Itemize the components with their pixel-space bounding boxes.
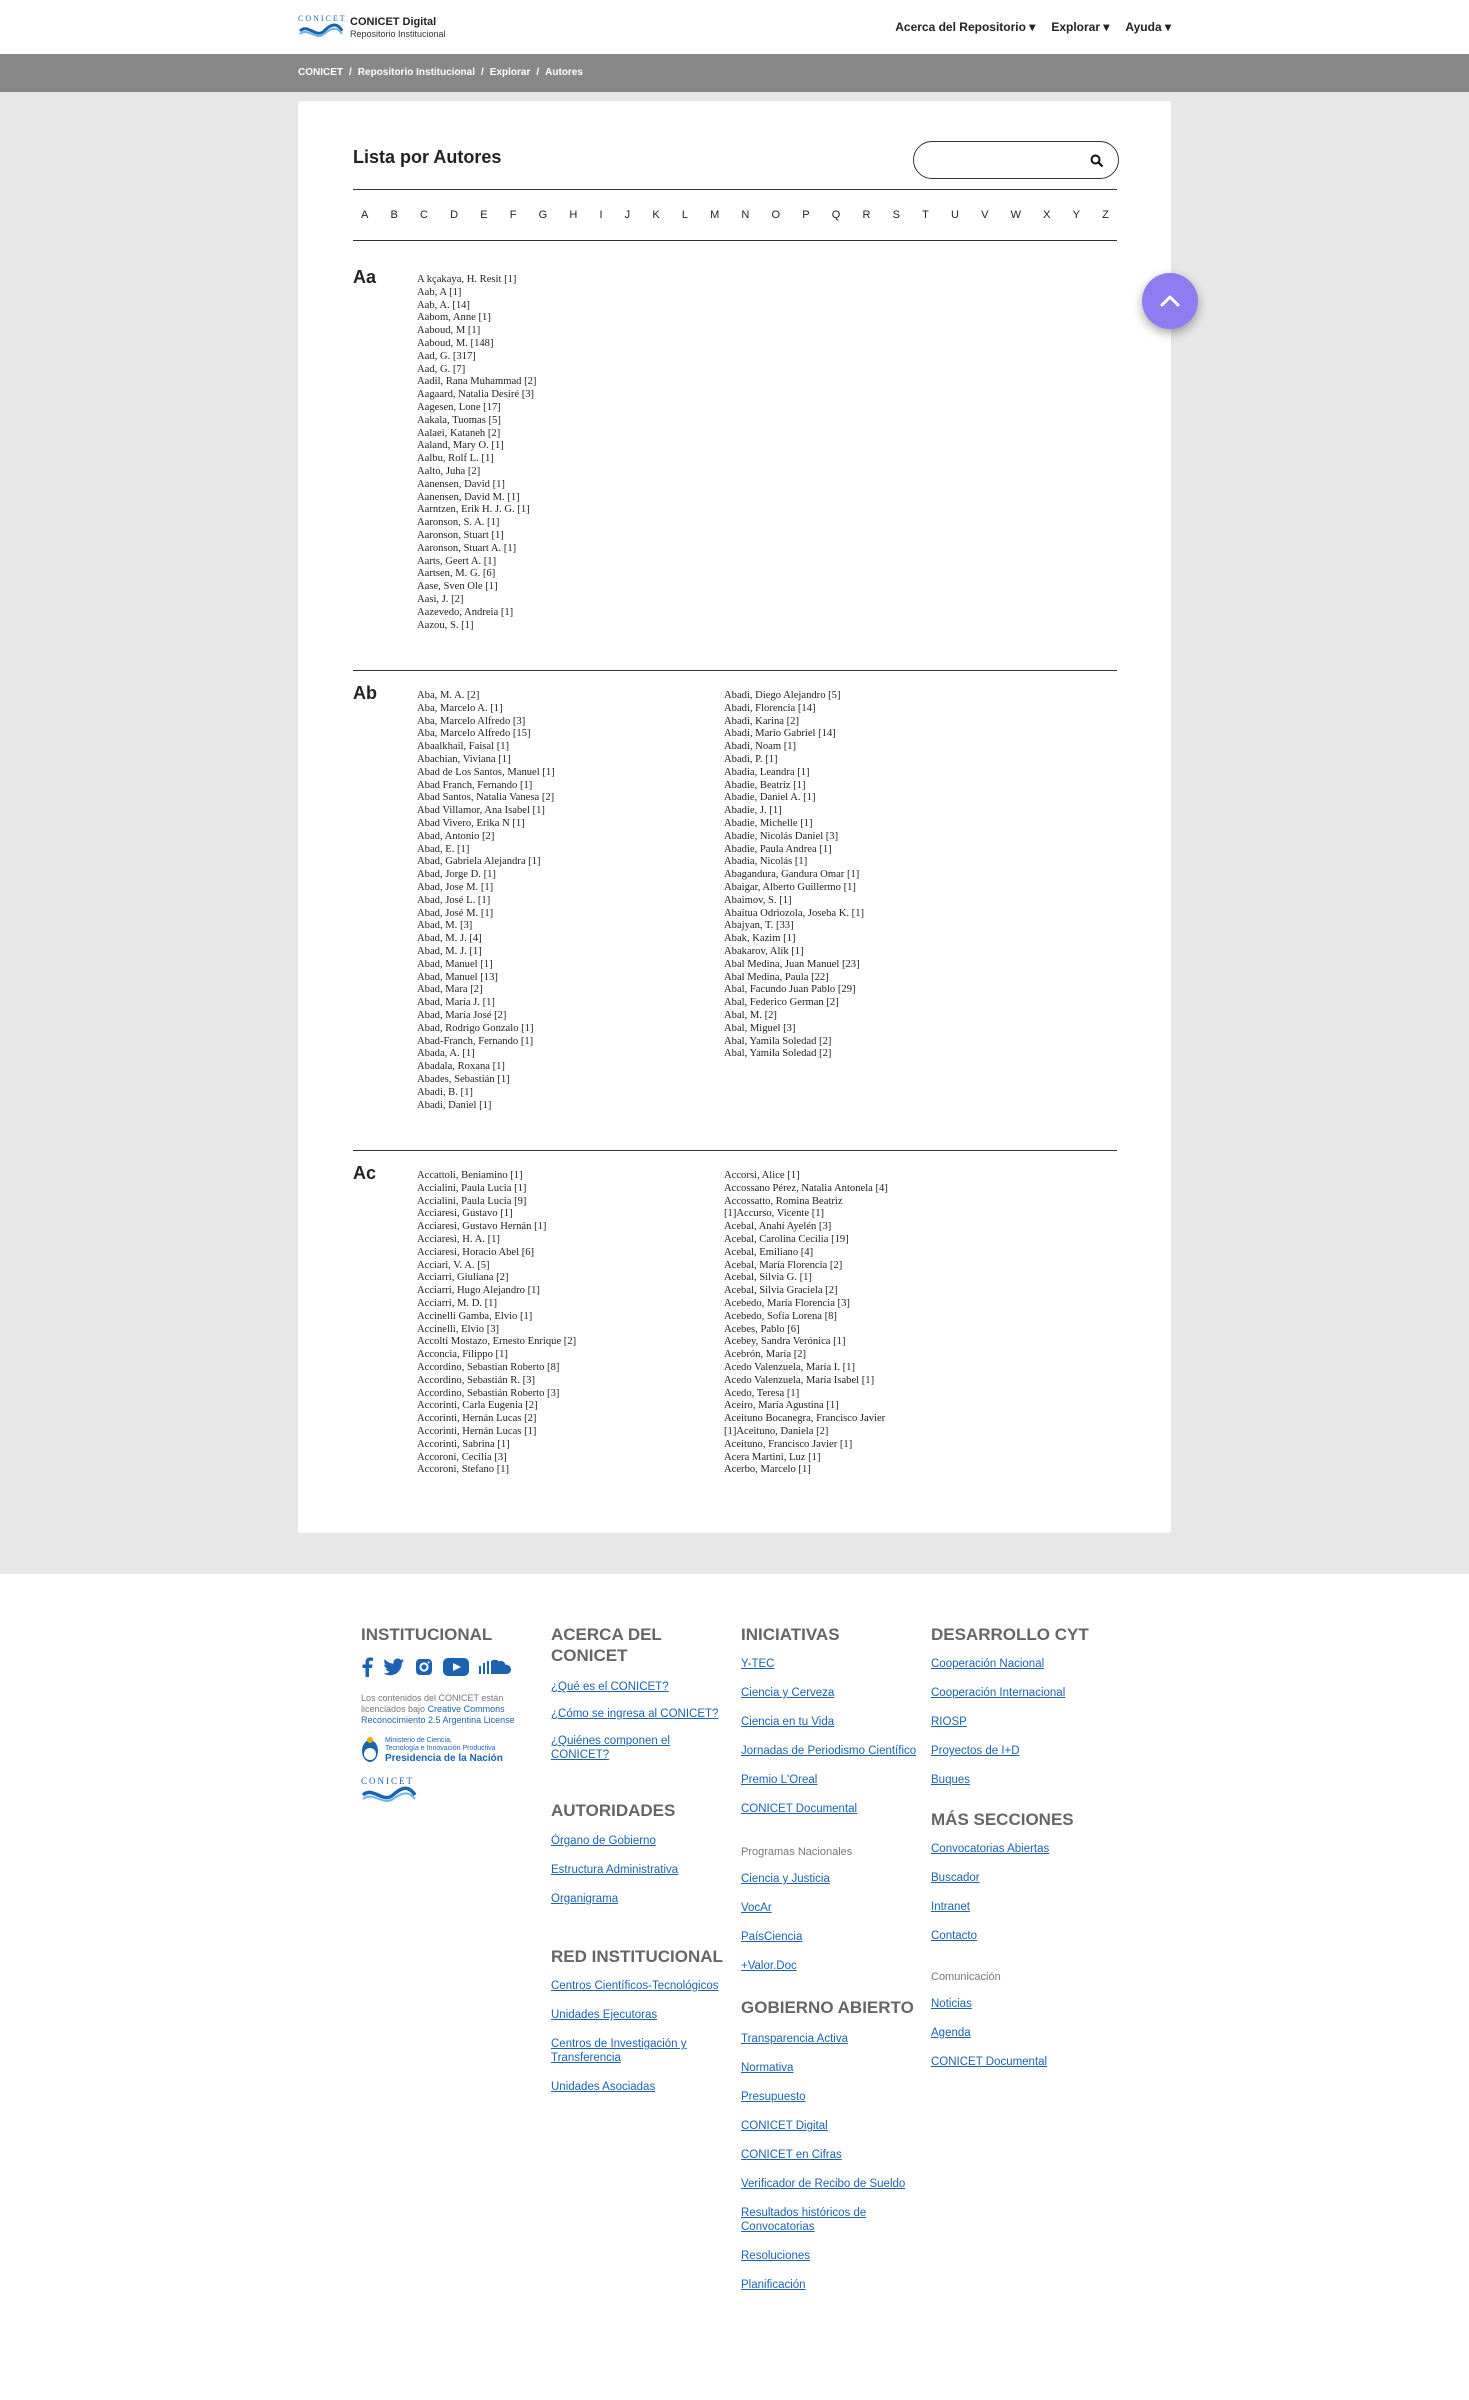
nav-explorar[interactable]	[1051, 20, 1109, 34]
author-link[interactable]: [1]Aceituno, Daniela [2]	[724, 1425, 829, 1437]
letter-link-v[interactable]: V	[981, 209, 989, 221]
author-link[interactable]: Abad, Manuel [1]	[417, 958, 493, 970]
author-link[interactable]: Aalto, Juha [2]	[417, 465, 481, 477]
author-link[interactable]: Aad, G. [7]	[417, 363, 466, 375]
author-link[interactable]: Abad, Jose M. [1]	[417, 881, 494, 893]
author-link[interactable]: Aba, Marcelo Alfredo [3]	[417, 715, 526, 727]
author-link[interactable]: Aaronson, Stuart [1]	[417, 529, 504, 541]
footer-logo-text: CONICET	[361, 1776, 414, 1786]
author-link[interactable]: Abad, M. J. [1]	[417, 945, 482, 957]
footer-links	[931, 1657, 1111, 1787]
back-to-top-button[interactable]	[1142, 273, 1198, 329]
brand-title: CONICET Digital	[350, 16, 437, 28]
footer-link[interactable]: Premio L'Oreal	[741, 1774, 818, 1786]
footer-institucional	[361, 1624, 531, 1809]
footer-acerca	[551, 1624, 731, 2109]
letter-link-z[interactable]: Z	[1102, 209, 1109, 221]
author-link[interactable]: Acciarri, M. D. [1]	[417, 1297, 498, 1309]
author-link[interactable]: Abaimov, S. [1]	[724, 894, 792, 906]
letter-link-l[interactable]: L	[681, 209, 688, 221]
footer-link[interactable]: Resoluciones	[741, 2250, 811, 2262]
author-link[interactable]: Acebey, Sandra Verónica [1]	[724, 1336, 846, 1348]
search-box	[913, 141, 1119, 179]
author-link[interactable]: Accialini, Paula Lucia [1]	[417, 1182, 527, 1194]
brand-subtitle: Repositorio Institucional	[350, 29, 446, 39]
top-header	[0, 0, 1469, 54]
author-link[interactable]: Abal Medina, Juan Manuel [23]	[724, 958, 860, 970]
footer-heading: RED INSTITUCIONAL	[551, 1947, 723, 1966]
footer-link[interactable]: Unidades Ejecutoras	[551, 2009, 658, 2021]
letter-link-n[interactable]: N	[741, 209, 750, 221]
brand	[350, 16, 446, 39]
alphabet-nav	[353, 189, 1117, 241]
author-link[interactable]: Abadi, B. [1]	[417, 1086, 473, 1098]
letter-link-c[interactable]: C	[420, 209, 428, 221]
author-link[interactable]: Accorinti, Sabrina [1]	[417, 1438, 510, 1450]
author-link[interactable]: Abaitua Odriozola, Joseba K. [1]	[724, 907, 865, 919]
footer-link[interactable]: Noticias	[931, 1998, 972, 2010]
footer-link[interactable]: Jornadas de Periodismo Científico	[741, 1745, 917, 1757]
nav-ayuda[interactable]	[1125, 20, 1171, 34]
author-link[interactable]: Acebal, Emiliano [4]	[724, 1246, 814, 1258]
footer-desarrollo	[931, 1624, 1111, 2084]
license-link[interactable]: Creative Commons Reconocimiento 2.5 Argentina License	[361, 1704, 515, 1725]
author-link[interactable]: Abad, M. J. [4]	[417, 933, 482, 945]
section-heading: Ab	[353, 683, 377, 703]
footer-link[interactable]: Convocatorias Abiertas	[931, 1843, 1050, 1855]
author-link[interactable]: Accossano Pérez, Natalia Antonela [4]	[724, 1182, 888, 1194]
footer-conicet-logo[interactable]	[361, 1776, 531, 1809]
author-link[interactable]: Abades, Sebastián [1]	[417, 1073, 510, 1085]
author-link[interactable]: Aba, Marcelo A. [1]	[417, 702, 503, 714]
ministry-logo[interactable]	[361, 1736, 531, 1764]
footer-links	[741, 2032, 921, 2292]
author-link[interactable]: Aaronson, S. A. [1]	[417, 517, 500, 529]
chevron-up-icon	[1142, 273, 1198, 329]
breadcrumb-conicet[interactable]: CONICET	[298, 67, 343, 78]
nav-explorar-label: Explorar	[1051, 20, 1101, 34]
footer-link[interactable]: Verificador de Recibo de Sueldo	[741, 2178, 906, 2190]
author-link[interactable]: Accordino, Sebastián R. [3]	[417, 1374, 535, 1386]
breadcrumb-bar	[0, 54, 1469, 92]
author-link[interactable]: Acedo Valenzuela, María Isabel [1]	[724, 1374, 875, 1386]
author-link[interactable]: Aab, A. [14]	[417, 299, 470, 311]
author-link[interactable]: Aceituno, Francisco Javier [1]	[724, 1438, 853, 1450]
top-nav	[895, 20, 1171, 34]
footer-links	[931, 1997, 1111, 2069]
footer-subheading: Programas Nacionales	[741, 1846, 853, 1858]
footer-heading: INSTITUCIONAL	[361, 1625, 493, 1644]
author-link[interactable]: Aaronson, Stuart A. [1]	[417, 542, 517, 554]
nav-acerca[interactable]	[895, 20, 1035, 34]
author-link[interactable]: Abad Vivero, Erika N [1]	[417, 817, 525, 829]
footer-heading: INICIATIVAS	[741, 1625, 840, 1644]
author-link[interactable]: Acciaresi, Gustavo Hernán [1]	[417, 1221, 547, 1233]
author-link[interactable]: Acebal, Carolina Cecilia [19]	[724, 1233, 849, 1245]
letter-link-i[interactable]: I	[599, 209, 603, 221]
footer-link[interactable]: Presupuesto	[741, 2091, 806, 2103]
author-link[interactable]: Aakala, Tuomas [5]	[417, 414, 501, 426]
letter-link-f[interactable]: F	[509, 209, 517, 221]
author-link[interactable]: Acedo Valenzuela, María I. [1]	[724, 1361, 855, 1373]
footer-link[interactable]: Contacto	[931, 1930, 978, 1942]
author-link[interactable]: Accossatto, Romina Beatriz	[724, 1195, 843, 1207]
footer-heading: ACERCA DEL CONICET	[551, 1625, 662, 1665]
letter-link-a[interactable]: A	[361, 209, 369, 221]
author-link[interactable]: Abadi, Noam [1]	[724, 741, 797, 753]
letter-link-j[interactable]: J	[624, 209, 631, 221]
author-link[interactable]: Abad, Gabriela Alejandra [1]	[417, 856, 541, 868]
author-link[interactable]: Abadie, Beatriz [1]	[724, 779, 806, 791]
logo-text: CONICET	[298, 14, 347, 23]
footer-link[interactable]: Transparencia Activa	[741, 2033, 848, 2045]
author-link[interactable]: Abaigar, Alberto Guillermo [1]	[724, 881, 856, 893]
author-link[interactable]: Accordino, Sebastián Roberto [3]	[417, 1387, 560, 1399]
footer-logo-wave-icon	[361, 1786, 417, 1804]
ministry-line-3: Presidencia de la Nación	[385, 1752, 503, 1764]
author-link[interactable]: Acebedo, Sofía Lorena [8]	[724, 1310, 837, 1322]
footer-link[interactable]: Estructura Administrativa	[551, 1864, 679, 1876]
author-link[interactable]: Acerbo, Marcelo [1]	[724, 1464, 811, 1476]
author-link[interactable]: Abal, Miguel [3]	[724, 1022, 796, 1034]
author-link[interactable]: Accialini, Paula Lucia [9]	[417, 1195, 527, 1207]
footer-link[interactable]: ¿Cómo se ingresa al CONICET?	[551, 1708, 719, 1720]
author-link[interactable]: Abadie, Paula Andrea [1]	[724, 843, 832, 855]
author-link[interactable]: Aba, Marcelo Alfredo [15]	[417, 728, 531, 740]
footer-link[interactable]: Proyectos de I+D	[931, 1745, 1020, 1757]
instagram-icon[interactable]	[415, 1658, 433, 1676]
facebook-icon[interactable]	[361, 1657, 373, 1677]
footer-link[interactable]: VocAr	[741, 1902, 772, 1914]
author-link[interactable]: Acera Martini, Luz [1]	[724, 1451, 821, 1463]
breadcrumb	[298, 67, 583, 78]
author-link[interactable]: Aazevedo, Andreia [1]	[417, 606, 514, 618]
author-link[interactable]: Acciari, V. A. [5]	[417, 1259, 490, 1271]
caret-down-icon: ▾	[1164, 20, 1171, 34]
author-link[interactable]: Abagandura, Gandura Omar [1]	[724, 869, 860, 881]
author-link[interactable]: Aab, A [1]	[417, 286, 462, 298]
author-link[interactable]: Abadala, Roxana [1]	[417, 1061, 505, 1073]
footer-link[interactable]: ¿Qué es el CONICET?	[551, 1681, 669, 1693]
author-link[interactable]: Abal, Federico German [2]	[724, 997, 839, 1009]
footer-link[interactable]: ¿Quiénes componen el CONICET?	[551, 1735, 670, 1761]
footer-heading: GOBIERNO ABIERTO	[741, 1998, 914, 2017]
author-link[interactable]: Abad, José M. [1]	[417, 907, 494, 919]
author-link[interactable]: Abal Medina, Paula [22]	[724, 971, 829, 983]
ministry-line-2: Tecnología e Innovación Productiva	[385, 1744, 496, 1752]
author-link[interactable]: Acciarri, Giuliana [2]	[417, 1272, 509, 1284]
author-link[interactable]: Accolti Mostazo, Ernesto Enrique [2]	[417, 1336, 577, 1348]
soundcloud-icon[interactable]	[479, 1658, 513, 1676]
author-link[interactable]: Aalbu, Rolf L. [1]	[417, 453, 494, 465]
author-link[interactable]: Abal, Yamila Soledad [2]	[724, 1048, 832, 1060]
author-link[interactable]: Acebedo, María Florencia [3]	[724, 1297, 850, 1309]
author-link[interactable]: Abada, A. [1]	[417, 1048, 475, 1060]
breadcrumb-explorar[interactable]: Explorar	[489, 67, 531, 78]
caret-down-icon: ▾	[1103, 20, 1110, 34]
search-icon[interactable]	[1090, 154, 1104, 168]
letter-link-k[interactable]: K	[652, 209, 660, 221]
author-link[interactable]: Accorinti, Hernán Lucas [1]	[417, 1425, 537, 1437]
author-link[interactable]: Acciarri, Hugo Alejandro [1]	[417, 1285, 540, 1297]
section-heading: Aa	[353, 267, 377, 287]
footer	[0, 1574, 1469, 2400]
author-link[interactable]: Abadie, J. [1]	[724, 805, 782, 817]
footer-link[interactable]: Ciencia en tu Vida	[741, 1716, 835, 1728]
author-link[interactable]: Abadi, Florencia [14]	[724, 702, 816, 714]
author-link[interactable]: Abad Franch, Fernando [1]	[417, 779, 533, 791]
footer-heading: AUTORIDADES	[551, 1801, 676, 1820]
footer-link[interactable]: CONICET Documental	[931, 2056, 1048, 2068]
footer-links	[551, 1834, 731, 1906]
footer-links	[931, 1842, 1111, 1943]
author-link[interactable]: Aaland, Mary O. [1]	[417, 440, 504, 452]
author-link[interactable]: Abadi, Karina [2]	[724, 715, 800, 727]
author-link[interactable]: Abal, Yamila Soledad [2]	[724, 1035, 832, 1047]
letter-link-w[interactable]: W	[1010, 209, 1021, 221]
author-link[interactable]: Abad, María José [2]	[417, 1009, 507, 1021]
author-link[interactable]: Accorinti, Hernán Lucas [2]	[417, 1413, 537, 1425]
letter-link-o[interactable]: O	[771, 209, 781, 221]
footer-link[interactable]: Ciencia y Cerveza	[741, 1687, 835, 1699]
letter-link-q[interactable]: Q	[831, 209, 841, 221]
author-link[interactable]: Abad, M. [3]	[417, 920, 473, 932]
twitter-icon[interactable]	[383, 1658, 405, 1676]
author-link[interactable]: Abadi, P. [1]	[724, 753, 778, 765]
author-link[interactable]: A kçakaya, H. Resit [1]	[417, 274, 517, 285]
letter-link-s[interactable]: S	[892, 209, 900, 221]
footer-link[interactable]: PaísCiencia	[741, 1931, 803, 1943]
ministry-text	[385, 1737, 503, 1764]
footer-link[interactable]: Y-TEC	[741, 1658, 775, 1670]
section-heading: Ac	[353, 1163, 377, 1183]
argentina-shield-icon	[361, 1736, 379, 1764]
author-link[interactable]: Acebal, Silvia Graciela [2]	[724, 1285, 838, 1297]
caret-down-icon: ▾	[1029, 20, 1036, 34]
footer-link[interactable]: Cooperación Nacional	[931, 1658, 1045, 1670]
author-link[interactable]: Acebes, Pablo [6]	[724, 1323, 800, 1335]
author-link[interactable]: Abadi, Diego Alejandro [5]	[724, 690, 841, 701]
breadcrumb-sep: /	[481, 67, 484, 78]
author-column-2	[724, 690, 864, 1061]
author-link[interactable]: Accorsi, Alice [1]	[724, 1170, 800, 1181]
author-link[interactable]: Aartsen, M. G. [6]	[417, 568, 496, 580]
youtube-icon[interactable]	[443, 1658, 469, 1676]
author-link[interactable]: Accattoli, Beniamino [1]	[417, 1170, 523, 1181]
author-link[interactable]: Abakarov, Alik [1]	[724, 945, 804, 957]
footer-links	[741, 1872, 921, 1973]
author-link[interactable]: Acebal, María Florencia [2]	[724, 1259, 843, 1271]
letter-link-m[interactable]: M	[710, 209, 720, 221]
author-link[interactable]: Accinelli, Elvio [3]	[417, 1323, 500, 1335]
author-link[interactable]: Aasi, J. [2]	[417, 593, 464, 605]
social-links	[361, 1657, 531, 1677]
letter-link-e[interactable]: E	[480, 209, 488, 221]
author-link[interactable]: Abadie, Nicolás Daniel [3]	[724, 830, 839, 842]
author-link[interactable]: Aabom, Anne [1]	[417, 312, 491, 324]
footer-link[interactable]: Centros de Investigación y Transferencia	[551, 2038, 687, 2064]
footer-link[interactable]: Unidades Asociadas	[551, 2081, 656, 2093]
authors-card	[298, 101, 1171, 1533]
breadcrumb-repositorio[interactable]: Repositorio Institucional	[357, 67, 476, 78]
letter-link-h[interactable]: H	[569, 209, 578, 221]
breadcrumb-autores: Autores	[545, 67, 583, 78]
author-column-2	[724, 1170, 888, 1477]
footer-link[interactable]: Intranet	[931, 1901, 970, 1913]
author-link[interactable]: Abadia, Leandra [1]	[724, 766, 810, 778]
author-link[interactable]: Abad, José L. [1]	[417, 894, 491, 906]
author-link[interactable]: Aanensen, David M. [1]	[417, 491, 520, 503]
author-link[interactable]: Abadi, Mario Gabriel [14]	[724, 728, 836, 740]
author-link[interactable]: Aad, G. [317]	[417, 350, 476, 362]
author-link[interactable]: Abachian, Viviana [1]	[417, 753, 511, 765]
footer-link[interactable]: Centros Científicos-Tecnológicos	[551, 1980, 719, 1992]
search-input[interactable]	[928, 152, 1078, 166]
letter-link-g[interactable]: G	[538, 209, 548, 221]
letter-link-u[interactable]: U	[950, 209, 959, 221]
author-link[interactable]: Aanensen, David [1]	[417, 478, 505, 490]
author-link[interactable]: Acciaresi, Horacio Abel [6]	[417, 1246, 535, 1258]
author-link[interactable]: Acebrón, María [2]	[724, 1349, 807, 1361]
author-link[interactable]: Abad-Franch, Fernando [1]	[417, 1035, 534, 1047]
footer-links	[551, 1680, 731, 1762]
author-link[interactable]: Aalaei, Kataneh [2]	[417, 427, 501, 439]
footer-links	[741, 1657, 921, 1816]
section-divider	[353, 1150, 1117, 1151]
footer-link[interactable]: RIOSP	[931, 1716, 967, 1728]
author-link[interactable]: Abad de Los Santos, Manuel [1]	[417, 766, 555, 778]
author-link[interactable]: Aadil, Rana Muhammad [2]	[417, 376, 537, 388]
footer-iniciativas	[741, 1624, 921, 2307]
author-column-1	[417, 1170, 576, 1477]
author-link[interactable]: Aagaard, Natalia Desiré [3]	[417, 389, 535, 401]
author-link[interactable]: Abad, Rodrigo Gonzalo [1]	[417, 1022, 534, 1034]
footer-link[interactable]: Buques	[931, 1774, 971, 1786]
footer-link[interactable]: +Valor.Doc	[741, 1960, 797, 1972]
author-column-1	[417, 274, 536, 632]
footer-link[interactable]: Resultados históricos de Convocatorias	[741, 2207, 867, 2233]
author-link[interactable]: Accorinti, Carla Eugenia [2]	[417, 1400, 538, 1412]
logo-wave-icon	[298, 23, 344, 39]
footer-link[interactable]: Normativa	[741, 2062, 794, 2074]
footer-link[interactable]: Cooperación Internacional	[931, 1687, 1066, 1699]
author-link[interactable]: Acconcia, Filippo [1]	[417, 1349, 508, 1361]
ministry-line-1: Ministerio de Ciencia,	[385, 1736, 452, 1744]
breadcrumb-sep: /	[349, 67, 352, 78]
author-link[interactable]: Abad, E. [1]	[417, 843, 470, 855]
footer-heading: MÁS SECCIONES	[931, 1810, 1074, 1829]
author-link[interactable]: Aarntzen, Erik H. J. G. [1]	[417, 504, 530, 516]
author-link[interactable]: Accinelli Gamba, Elvio [1]	[417, 1310, 533, 1322]
author-link[interactable]: Aagesen, Lone [17]	[417, 401, 501, 413]
author-link[interactable]: Aazou, S. [1]	[417, 619, 474, 631]
author-link[interactable]: Abad, Mara [2]	[417, 984, 483, 996]
letter-link-x[interactable]: X	[1043, 209, 1051, 221]
author-link[interactable]: Accoroni, Cecilia [3]	[417, 1451, 507, 1463]
author-link[interactable]: Abajyan, T. [33]	[724, 920, 794, 932]
author-link[interactable]: Abadía, Nicolás [1]	[724, 856, 808, 868]
footer-link[interactable]: Ciencia y Justicia	[741, 1873, 830, 1885]
footer-subheading: Comunicación	[931, 1971, 1001, 1983]
footer-link[interactable]: CONICET Documental	[741, 1803, 858, 1815]
letter-link-y[interactable]: Y	[1072, 209, 1080, 221]
author-link[interactable]: Abal, M. [2]	[724, 1009, 777, 1021]
author-link[interactable]: Abad, Manuel [13]	[417, 971, 498, 983]
letter-link-r[interactable]: R	[862, 209, 871, 221]
nav-ayuda-label: Ayuda	[1125, 20, 1162, 34]
footer-links	[551, 1979, 731, 2094]
breadcrumb-sep: /	[536, 67, 540, 78]
author-link[interactable]: Abad Santos, Natalia Vanesa [2]	[417, 792, 555, 804]
author-link[interactable]: Aaboud, M. [148]	[417, 337, 494, 349]
author-link[interactable]: Acciaresi, Gustavo [1]	[417, 1208, 513, 1220]
author-link[interactable]: Abal, Facundo Juan Pablo [29]	[724, 984, 856, 996]
footer-link[interactable]: CONICET en Cifras	[741, 2149, 842, 2161]
footer-link[interactable]: Órgano de Gobierno	[551, 1835, 656, 1847]
letter-link-b[interactable]: B	[390, 209, 398, 221]
author-link[interactable]: Aase, Sven Ole [1]	[417, 581, 498, 593]
author-link[interactable]: Aarts, Geert A. [1]	[417, 555, 497, 567]
section-divider	[353, 670, 1117, 671]
author-link[interactable]: Aba, M. A. [2]	[417, 690, 480, 701]
footer-heading: DESARROLLO CYT	[931, 1625, 1089, 1644]
author-link[interactable]: Acciaresi, H. A. [1]	[417, 1233, 500, 1245]
author-link[interactable]: Abak, Kazim [1]	[724, 933, 796, 945]
author-link[interactable]: Abad, Antonio [2]	[417, 830, 495, 842]
author-link[interactable]: Abad, Jorge D. [1]	[417, 869, 496, 881]
footer-link[interactable]: Organigrama	[551, 1893, 619, 1905]
author-column-1	[417, 690, 555, 1112]
author-link[interactable]: Acebal, Silvia G. [1]	[724, 1272, 812, 1284]
author-link[interactable]: Abad, María J. [1]	[417, 997, 495, 1009]
author-link[interactable]: Acebal, Anahí Ayelén [3]	[724, 1221, 832, 1233]
author-link[interactable]: Acedo, Teresa [1]	[724, 1387, 800, 1399]
license-text: Los contenidos del CONICET están licenciados bajo	[361, 1693, 504, 1714]
author-link[interactable]: Accoroni, Stefano [1]	[417, 1464, 510, 1476]
footer-link[interactable]: Agenda	[931, 2027, 971, 2039]
author-link[interactable]: Abadie, Daniel A. [1]	[724, 792, 816, 804]
conicet-logo[interactable]	[298, 14, 347, 40]
letter-link-p[interactable]: P	[802, 209, 810, 221]
footer-link[interactable]: Planificación	[741, 2279, 806, 2291]
footer-link[interactable]: Buscador	[931, 1872, 980, 1884]
author-link[interactable]: Abad Villamor, Ana Isabel [1]	[417, 805, 545, 817]
author-link[interactable]: Aceituno Bocanegra, Francisco Javier	[724, 1413, 886, 1425]
page-title: Lista por Autores	[353, 147, 502, 167]
author-link[interactable]: Abadi, Daniel [1]	[417, 1099, 492, 1111]
license-notice	[361, 1693, 531, 1726]
letter-link-t[interactable]: T	[922, 209, 929, 221]
author-link[interactable]: Abadie, Michelle [1]	[724, 817, 813, 829]
nav-acerca-label: Acerca del Repositorio	[895, 20, 1026, 34]
letter-link-d[interactable]: D	[450, 209, 459, 221]
author-link[interactable]: Abaalkhail, Faisal [1]	[417, 741, 510, 753]
author-link[interactable]: Accordino, Sebastian Roberto [8]	[417, 1361, 560, 1373]
footer-link[interactable]: CONICET Digital	[741, 2120, 828, 2132]
author-link[interactable]: [1]Accurso, Vicente [1]	[724, 1208, 825, 1220]
author-link[interactable]: Aceiro, María Agustina [1]	[724, 1400, 839, 1412]
author-link[interactable]: Aaboud, M [1]	[417, 325, 481, 337]
